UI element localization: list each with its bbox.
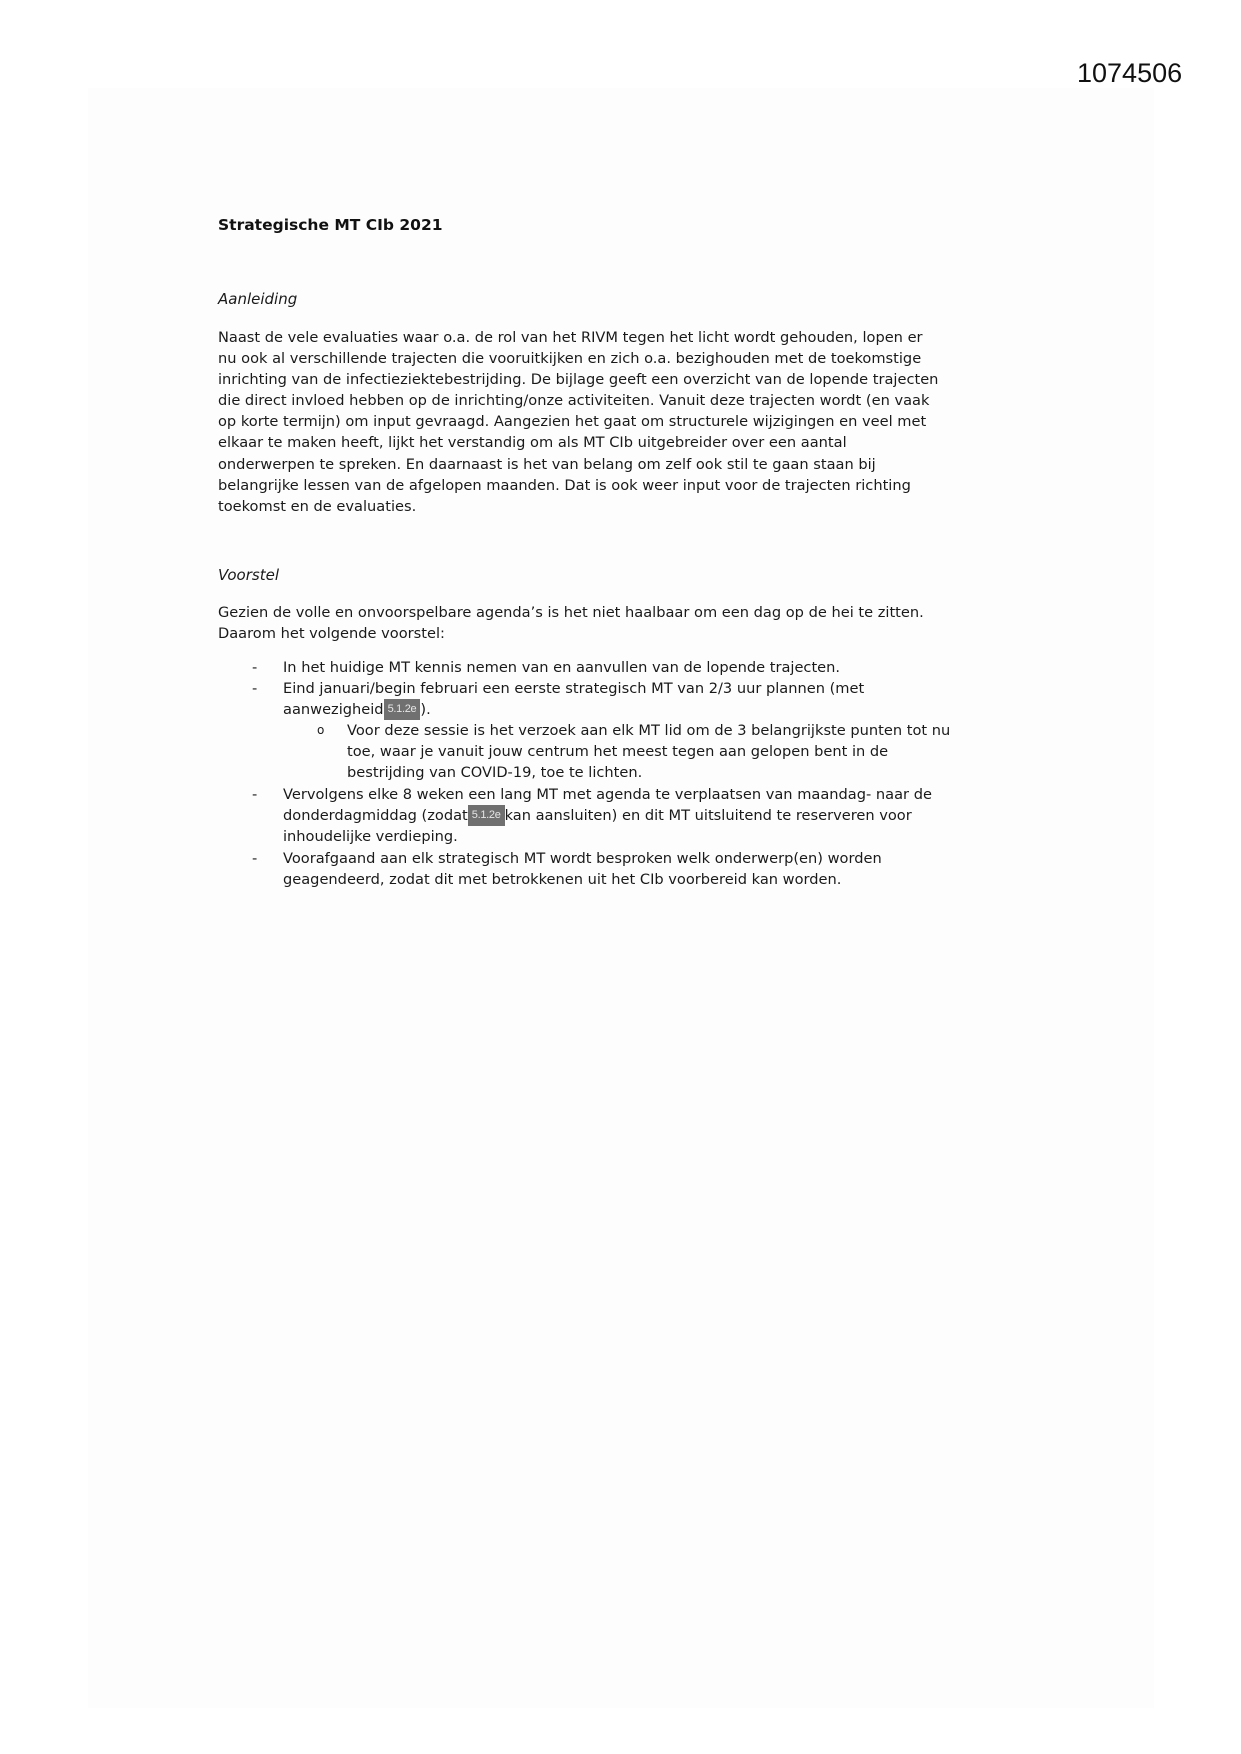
list-item-text: Vervolgens elke 8 weken een lang MT met agenda te verplaatsen van maandag- naar de xyxy=(283,786,932,803)
paragraph-line: op korte termijn) om input gevraagd. Aangezien het gaat om structurele wijzigingen en veel met xyxy=(218,413,927,431)
paragraph-line: Gezien de volle en onvoorspelbare agenda’s is het niet haalbaar om een dag op de hei te zitten. xyxy=(218,604,924,621)
list-item-text: bestrijding van COVID-19, toe te lichten. xyxy=(347,764,643,782)
list-item-text: donderdagmiddag (zodat 5.1.2e kan aansluiten) en dit MT uitsluitend te reserveren voor xyxy=(283,807,912,825)
document-title: Strategische MT CIb 2021 xyxy=(218,216,443,234)
dash-bullet-icon: - xyxy=(252,786,258,803)
list-item-text: toe, waar je vanuit jouw centrum het meest tegen aan gelopen bent in de xyxy=(347,743,889,761)
paragraph-line: elkaar te maken heeft, lijkt het verstandig om als MT CIb uitgebreider over een aantal xyxy=(218,434,847,452)
paragraph-line: die direct invloed hebben op de inrichting/onze activiteiten. Vanuit deze trajecten wordt (en vaak xyxy=(218,392,930,410)
redaction-box: 5.1.2e xyxy=(384,699,421,720)
paragraph-line: Daarom het volgende voorstel: xyxy=(218,625,445,643)
redaction-box: 5.1.2e xyxy=(468,805,505,826)
document-number: 1074506 xyxy=(1077,58,1183,88)
circle-bullet-icon: o xyxy=(317,723,325,737)
dash-bullet-icon: - xyxy=(252,659,258,676)
list-item-text: Eind januari/begin februari een eerste strategisch MT van 2/3 uur plannen (met xyxy=(283,680,865,697)
dash-bullet-icon: - xyxy=(252,850,258,867)
paragraph-line: onderwerpen te spreken. En daarnaast is het van belang om zelf ook stil te gaan staan bij xyxy=(218,455,876,473)
list-item-text: Voor deze sessie is het verzoek aan elk MT lid om de 3 belangrijkste punten tot nu xyxy=(347,722,951,739)
list-item-text: In het huidige MT kennis nemen van en aanvullen van de lopende trajecten. xyxy=(283,659,841,676)
list-item-text: geagendeerd, zodat dit met betrokkenen uit het CIb voorbereid kan worden. xyxy=(283,871,842,889)
paragraph-line: nu ook al verschillende trajecten die vooruitkijken en zich o.a. bezighouden met de toekomstige xyxy=(218,350,922,368)
paragraph-aanleiding xyxy=(218,327,1038,517)
paragraph-line: Naast de vele evaluaties waar o.a. de rol van het RIVM tegen het licht wordt gehouden, lopen er xyxy=(218,329,923,346)
paragraph-line: belangrijke lessen van de afgelopen maanden. Dat is ook weer input voor de trajecten richting xyxy=(218,476,911,494)
dash-bullet-icon: - xyxy=(252,680,258,697)
list-item-text: Voorafgaand aan elk strategisch MT wordt besproken welk onderwerp(en) worden xyxy=(283,850,882,867)
list-item-text: aanwezigheid 5.1.2e ). xyxy=(283,701,431,719)
list-item-text: inhoudelijke verdieping. xyxy=(283,828,458,846)
section-heading-aanleiding: Aanleiding xyxy=(218,290,298,308)
paragraph-line: inrichting van de infectieziektebestrijding. De bijlage geeft een overzicht van de lopende trajecten xyxy=(218,371,939,389)
section-heading-voorstel: Voorstel xyxy=(218,566,279,584)
paragraph-line: toekomst en de evaluaties. xyxy=(218,497,417,515)
paragraph-voorstel xyxy=(218,602,1038,644)
